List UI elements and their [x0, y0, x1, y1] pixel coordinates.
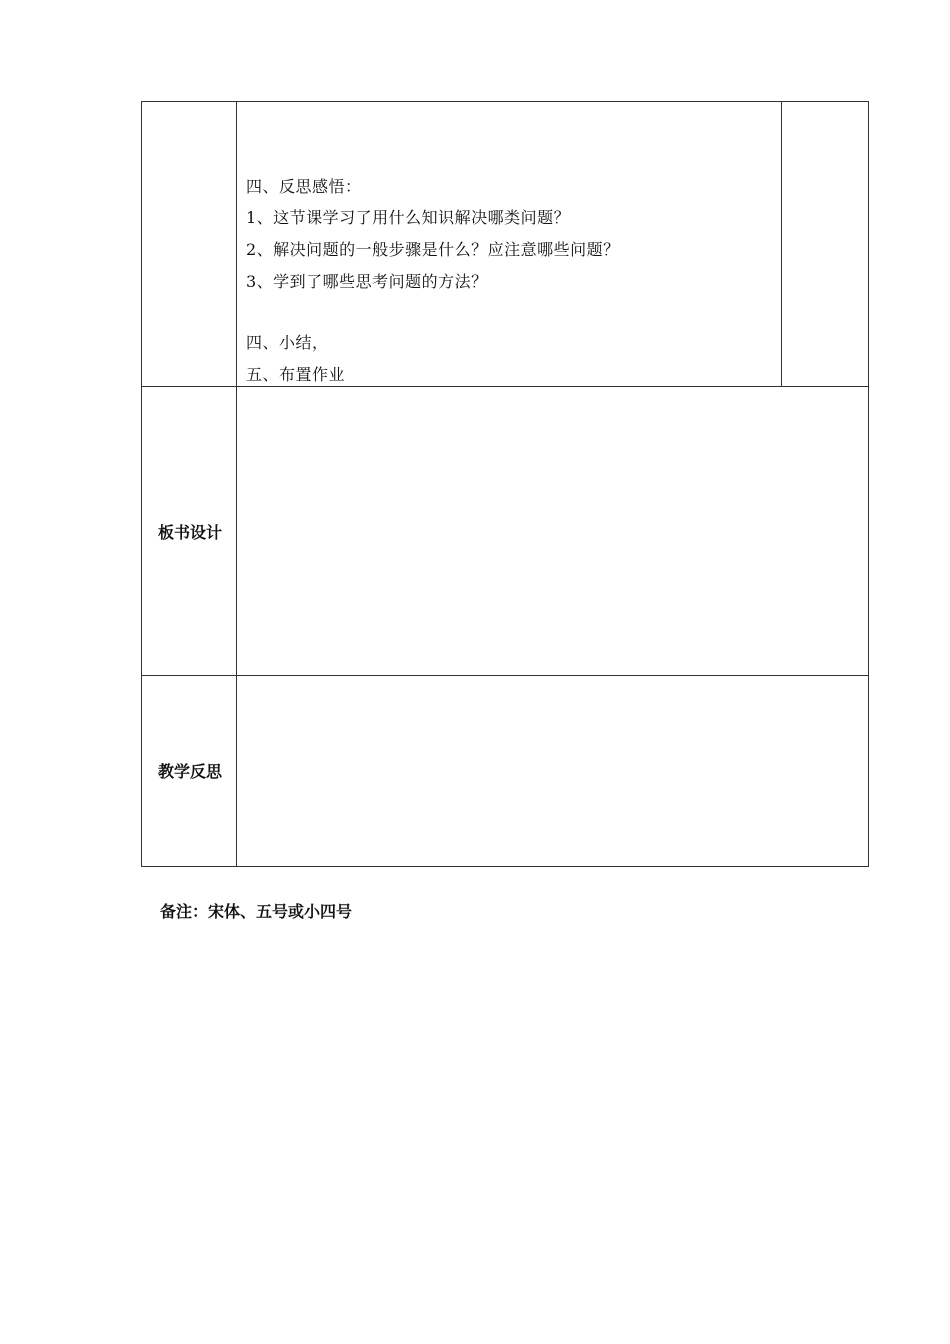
summary-heading: 四、小结，	[246, 333, 329, 352]
reflection-question-2: 2、解决问题的一般步骤是什么？应注意哪些问题？	[246, 240, 620, 259]
reflection-question-1: 1、这节课学习了用什么知识解决哪类问题？	[246, 208, 571, 227]
teaching-reflection-content-cell	[236, 675, 869, 867]
board-design-content-cell	[236, 386, 869, 676]
process-notes-cell	[781, 101, 869, 387]
board-design-label-cell	[141, 386, 237, 676]
homework-heading: 五、布置作业	[246, 365, 346, 384]
reflection-question-3: 3、学到了哪些思考问题的方法？	[246, 272, 488, 291]
footer-note: 备注：宋体、五号或小四号	[160, 902, 353, 921]
board-design-label: 板书设计	[157, 523, 222, 542]
reflection-heading: 四、反思感悟：	[246, 177, 362, 196]
teaching-reflection-label-cell	[141, 675, 237, 867]
lesson-plan-table	[141, 101, 869, 867]
teaching-reflection-label: 教学反思	[157, 762, 222, 781]
process-label-cell	[141, 101, 237, 387]
process-content-cell	[236, 101, 782, 387]
